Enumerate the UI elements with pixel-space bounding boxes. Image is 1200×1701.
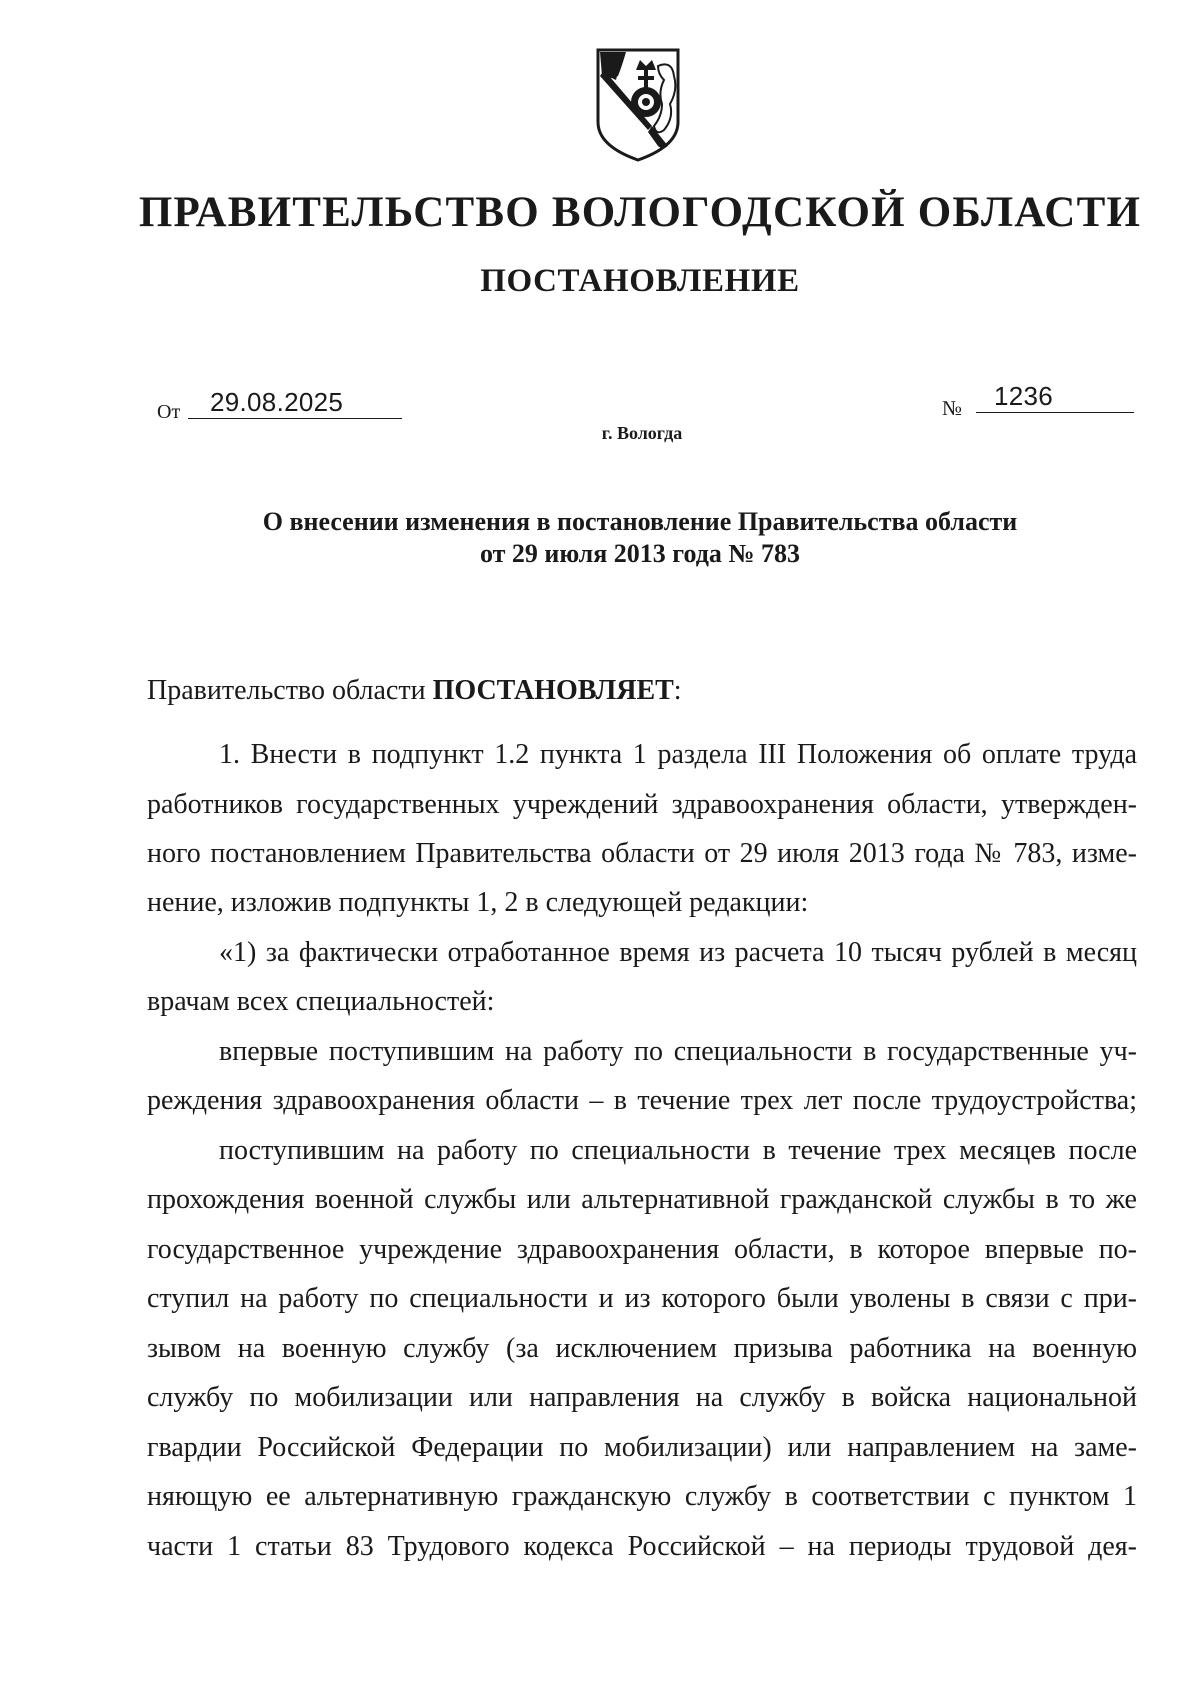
date-field [188,386,402,419]
document-type: ПОСТАНОВЛЕНИЕ [480,263,800,299]
coat-of-arms-icon [592,46,684,164]
body-line: части 1 статьи 83 Трудового кодекса Российской – на периоды трудовой дея- [147,1531,1137,1562]
preamble [147,672,1137,710]
body-line: зывом на военную службу (за исключением призыва работника на военную [147,1333,1137,1364]
body-line: гвардии Российской Федерации по мобилизации) или направлением на заме- [147,1432,1137,1463]
date-label: От [157,401,181,423]
document-heading [140,506,1140,570]
number-field [976,380,1134,413]
body-line: впервые поступившим на работу по специальности в государственные уч- [219,1036,1137,1067]
body-line: нение, изложив подпункты 1, 2 в следующей редакции: [147,887,809,918]
heading-line-1: О внесении изменения в постановление Правительства области [262,507,1018,536]
body-line: врачам всех специальностей: [147,986,495,1017]
body-line: ступил на работу по специальности и из которого были уволены в связи с при- [147,1283,1137,1314]
preamble-text: Правительство области [147,675,433,706]
body-line: ного постановлением Правительства области от 29 июля 2013 года № 783, изме- [147,838,1137,869]
body-line: «1) за фактически отработанное время из расчета 10 тысяч рублей в месяц [219,937,1137,968]
body-line: службу по мобилизации или направления на службу в войска национальной [147,1382,1137,1413]
body-line: 1. Внести в подпункт 1.2 пункта 1 раздела III Положения об оплате труда [219,739,1137,770]
body-line: поступившим на работу по специальности в течение трех месяцев после [219,1135,1137,1166]
body-line: прохождения военной службы или альтернативной гражданской службы в то же [147,1184,1137,1215]
heading-line-2: от 29 июля 2013 года № 783 [480,539,800,568]
body-line: работников государственных учреждений здравоохранения области, утвержден- [147,789,1137,820]
number-label: № [942,396,963,420]
government-name: ПРАВИТЕЛЬСТВО ВОЛОГОДСКОЙ ОБЛАСТИ [138,189,1142,236]
body-line: няющую ее альтернативную гражданскую службу в соответствии с пунктом 1 [147,1481,1137,1512]
number-value: 1236 [994,381,1054,411]
preamble-colon: : [673,675,682,706]
date-value: 29.08.2025 [210,387,344,417]
preamble-decree: ПОСТАНОВЛЯЕТ [432,675,674,706]
city-name: г. Вологда [601,423,683,443]
body-line: государственное учреждение здравоохранения области, в которое впервые по- [147,1234,1137,1265]
body-line: реждения здравоохранения области – в течение трех лет после трудоустройства; [147,1085,1137,1116]
